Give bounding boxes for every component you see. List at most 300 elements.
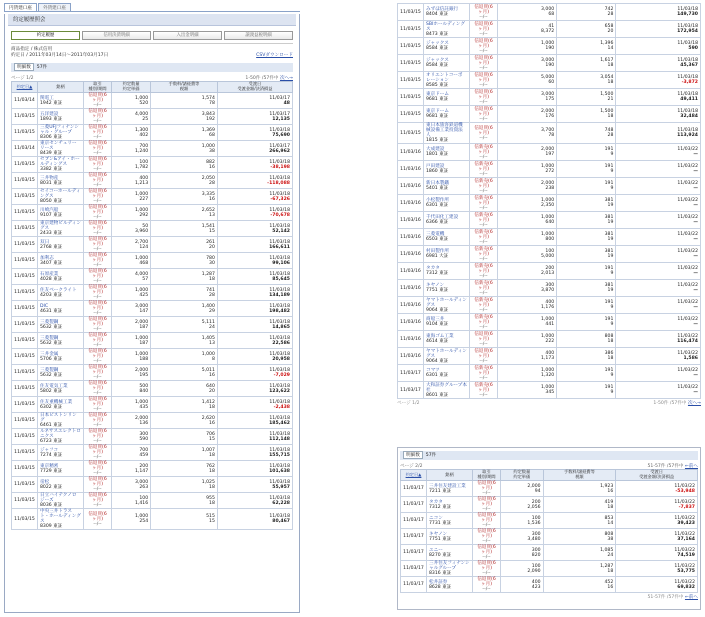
stock-name-link[interactable]: 住友ベークライト — [40, 287, 77, 293]
trade-date: 11/03/15 — [12, 349, 38, 365]
trade-type: 信新売(6ヶ月) — [474, 161, 493, 172]
stock-name-link[interactable]: 村田製作所 — [426, 249, 449, 254]
trade-type: 信返買(6ヶ月) — [88, 125, 107, 135]
stock-code: 8439 東証 — [40, 151, 63, 156]
fee-tax-cell — [543, 513, 616, 529]
stock-code: 4614 東証 — [426, 339, 449, 344]
stock-name-link[interactable]: タカタ — [429, 499, 443, 505]
stock-code: 7731 東証 — [429, 520, 452, 526]
fee-tax-cell — [557, 123, 616, 144]
stock-cell — [38, 237, 84, 253]
trade-date: 11/03/16 — [398, 263, 424, 280]
trade-date: 11/03/15 — [398, 21, 424, 38]
amount: -38,198 — [270, 164, 290, 170]
settle-amount-cell — [217, 285, 292, 301]
table-row — [398, 123, 701, 144]
amount: 116,474 — [677, 339, 698, 344]
stock-code: 8584 東証 — [426, 46, 449, 51]
fee-tax-cell — [151, 157, 218, 173]
trade-term: --/-- — [93, 455, 102, 460]
table-row — [398, 229, 701, 246]
settle-date: 11/03/22 — [677, 317, 698, 322]
stock-cell — [38, 365, 84, 381]
qty-price-cell — [112, 141, 151, 157]
next-page-link[interactable]: 次へ→ — [279, 76, 293, 81]
amount: -118,088 — [267, 180, 290, 186]
table-row — [12, 301, 293, 317]
price: 1,416 — [134, 500, 149, 506]
table-row — [398, 72, 701, 89]
settle-amount-cell — [217, 253, 292, 269]
p2-col-type: 取引 種別/期間 — [473, 470, 501, 481]
trade-type-cell — [84, 173, 112, 189]
qty-price-cell — [112, 285, 151, 301]
price: 254 — [139, 519, 149, 524]
stock-cell — [424, 229, 470, 246]
date-range: 約定日 / 2011年03月14日〜2011年03月17日 — [11, 53, 109, 58]
stock-name-link[interactable]: 日立ハイテクノロジーズ — [40, 493, 77, 503]
stock-name-link[interactable]: オリエントコーポレーション — [426, 72, 463, 83]
stock-code: 3407 東証 — [40, 260, 63, 266]
page2-footer-prev-link[interactable]: ←前へ — [684, 595, 698, 600]
product-filter: 商品指定 / 株式信用 — [11, 47, 53, 52]
fee: 955 — [206, 495, 215, 501]
table-row — [398, 144, 701, 161]
stock-name-link[interactable]: ルネサスエレクトロニクス — [40, 429, 81, 439]
stock-code: 8601 東証 — [426, 392, 449, 398]
trade-date: 11/03/15 — [12, 205, 38, 221]
settle-date: 11/03/18 — [269, 287, 290, 293]
tax: 28 — [607, 133, 614, 138]
stock-code: 8628 東証 — [429, 584, 452, 590]
quantity: 2,000 — [541, 109, 555, 114]
tax: 20 — [209, 388, 215, 394]
trade-type-cell — [84, 413, 112, 429]
qty-price-cell — [498, 263, 557, 280]
cash-inout-button[interactable]: 入出金明細 — [153, 31, 222, 40]
right-next-link[interactable]: 次へ→ — [687, 401, 701, 406]
trade-type: 信返買(6ヶ月) — [88, 237, 107, 247]
stock-name-link[interactable]: キヤノン — [426, 283, 445, 288]
trade-date: 11/03/15 — [12, 189, 38, 205]
table-row — [12, 285, 293, 301]
stock-name-link[interactable]: みずほ信託銀行 — [426, 7, 459, 12]
qty-price-cell — [501, 529, 544, 545]
trade-term: --/-- — [93, 471, 102, 476]
csv-download-link[interactable]: CSVダウンロード — [256, 53, 293, 58]
fee-tax-cell — [557, 178, 616, 195]
margin-settlement-button[interactable]: 信用決済明細 — [82, 31, 151, 40]
trade-term: --/-- — [482, 587, 491, 592]
price: 3,480 — [527, 536, 541, 542]
amount: 22,586 — [272, 340, 290, 346]
tax: 15 — [209, 519, 215, 524]
fee-tax-cell — [151, 493, 218, 509]
stock-name-link[interactable]: 東京精密 — [40, 463, 59, 469]
qty-price-cell — [112, 125, 151, 141]
stock-name-link[interactable]: 松井証券 — [429, 579, 448, 585]
fee-tax-cell — [557, 4, 616, 21]
stock-name-link[interactable]: 三菱電機 — [426, 232, 445, 237]
stock-name-link[interactable]: 三菱製鋼 — [40, 335, 59, 341]
settle-amount-cell — [217, 141, 292, 157]
fee: 261 — [206, 239, 215, 245]
amount: — — [693, 237, 698, 242]
stock-name-link[interactable]: 商船三井 — [426, 317, 445, 322]
stock-name-link[interactable]: ヤマトホールディングス — [426, 297, 467, 308]
trade-term: --/-- — [93, 391, 102, 396]
stock-name-link[interactable]: 東京センチュリーリース — [40, 141, 77, 151]
stock-name-link[interactable]: 三菱製鋼 — [40, 319, 59, 325]
stock-name-link[interactable]: 東海ゴム工業 — [426, 334, 454, 339]
trade-type-cell — [84, 445, 112, 461]
settle-date: 11/03/18 — [677, 75, 698, 80]
table-row — [12, 205, 293, 221]
trade-term: --/-- — [93, 231, 102, 236]
trade-term: --/-- — [479, 290, 488, 296]
stock-name-link[interactable]: ニコン — [429, 515, 443, 521]
stock-code: 9104 東証 — [426, 322, 449, 327]
qty-price-cell — [112, 317, 151, 333]
stock-cell — [427, 545, 473, 561]
price: 2,056 — [527, 504, 541, 510]
trade-term: --/-- — [479, 82, 488, 88]
trade-type-cell — [470, 38, 498, 55]
stock-name-link[interactable]: 新日本製鐵 — [426, 181, 449, 186]
trade-type-cell — [470, 229, 498, 246]
stock-cell — [424, 263, 470, 280]
stock-cell — [38, 301, 84, 317]
quantity: 2,000 — [134, 415, 149, 421]
price: 800 — [545, 237, 555, 242]
settle-amount-cell — [217, 173, 292, 189]
price: 25 — [142, 116, 149, 122]
table-row — [401, 545, 698, 561]
price: 2,013 — [541, 271, 555, 276]
trade-type: 信返買(6ヶ月) — [477, 513, 496, 523]
stock-name-link[interactable]: 中央三井トラスト・ホールディングス — [40, 509, 81, 524]
fee: 419 — [604, 499, 614, 505]
settle-date: 11/03/18 — [269, 367, 290, 373]
table-row — [12, 509, 293, 530]
trade-history-button[interactable]: 約定履歴 — [11, 31, 80, 40]
trade-date: 11/03/17 — [401, 529, 427, 545]
stock-name-link[interactable]: 東京ドーム — [426, 92, 449, 97]
stock-name-link[interactable]: 三井住友建設工業 — [429, 483, 466, 489]
table-row — [12, 317, 293, 333]
trade-type-cell — [470, 123, 498, 144]
settle-date: 11/03/22 — [677, 385, 698, 390]
divider — [11, 43, 293, 44]
price: 175 — [545, 97, 555, 102]
stock-cell — [38, 397, 84, 413]
stock-name-link[interactable]: ジャフコ — [40, 447, 59, 453]
stock-code: 8309 東証 — [40, 524, 63, 529]
trade-type-cell — [470, 280, 498, 297]
qty-price-cell — [501, 497, 544, 513]
stock-name-link[interactable]: 大和証券グループ本社 — [426, 382, 467, 393]
stock-name-link[interactable]: 東日本旅客鉄道機械設備工業投資法人 — [426, 123, 463, 138]
trade-term: --/-- — [93, 263, 102, 268]
trade-type-cell — [473, 561, 501, 577]
settle-amount-cell — [616, 55, 701, 72]
amount: — — [693, 373, 698, 378]
fee-tax-cell — [151, 317, 218, 333]
trade-type: 信返買(6ヶ月) — [88, 285, 107, 295]
qty-price-cell — [498, 331, 557, 348]
stock-name-link[interactable]: セイコーホールディングス — [40, 189, 81, 199]
quantity: 2,000 — [527, 483, 541, 489]
stock-name-link[interactable]: コマツ — [426, 368, 440, 373]
qty-price-cell — [112, 301, 151, 317]
table-row — [12, 429, 293, 445]
amount: -7,029 — [273, 372, 290, 378]
stock-name-link[interactable]: SBIホールディングス — [426, 21, 466, 32]
stock-name-link[interactable]: 帝松 — [40, 479, 50, 485]
quantity: 41 — [548, 24, 555, 29]
trade-type-cell — [470, 21, 498, 38]
stock-cell — [427, 513, 473, 529]
stock-name-link[interactable]: 住友重機械工業 — [40, 399, 73, 405]
price: 188 — [139, 356, 149, 362]
price: 435 — [139, 404, 149, 410]
detail-count-tab[interactable]: 明細数 — [14, 63, 34, 71]
settle-amount-cell — [217, 493, 292, 509]
stock-name-link[interactable]: ジャックス — [426, 41, 449, 46]
stock-name-link[interactable]: 東京ドーム — [426, 109, 449, 114]
trade-date: 11/03/15 — [12, 269, 38, 285]
quantity: 1,000 — [134, 207, 149, 213]
page2-footer — [400, 594, 698, 600]
trade-type-cell — [470, 72, 498, 89]
stock-name-link[interactable]: タカタ — [426, 266, 440, 271]
page-title: 約定履歴照会 — [8, 14, 296, 26]
settle-date: 11/03/18 — [269, 495, 290, 501]
table-row — [398, 263, 701, 280]
table-row — [398, 21, 701, 38]
table-row — [398, 382, 701, 399]
quantity: 4,000 — [134, 271, 149, 277]
stock-name-link[interactable]: 日本ピストンリング — [40, 413, 77, 423]
qty-price-cell — [501, 561, 544, 577]
trade-type: 信新売(6ヶ月) — [474, 229, 493, 240]
stock-code: 2433 東証 — [40, 231, 63, 236]
amount: — — [693, 305, 698, 310]
settle-date: 11/03/18 — [677, 41, 698, 46]
tax: 18 — [607, 504, 614, 510]
table-row — [12, 189, 293, 205]
trade-term: --/-- — [482, 523, 491, 528]
stock-name-link[interactable]: 三井物産 — [40, 175, 59, 181]
tab-yen-account[interactable]: 円貨建口座 — [4, 3, 37, 11]
tax: 15 — [209, 228, 215, 234]
trade-type: 信返買(6ヶ月) — [474, 21, 493, 32]
col-fee-tax: 手数料/諸経費等 税額 — [151, 82, 218, 93]
qty-price-cell — [498, 229, 557, 246]
trade-type-cell — [84, 125, 112, 141]
result-range: 1-50件 /57件中 — [245, 76, 279, 81]
amount: 166,611 — [269, 244, 290, 250]
stock-cell — [424, 212, 470, 229]
stock-name-link[interactable]: 関電工 — [40, 95, 54, 101]
stock-code: 8473 東証 — [426, 31, 449, 37]
trade-term: --/-- — [93, 521, 102, 527]
stock-name-link[interactable]: 三井金属 — [40, 351, 59, 357]
page2-detail-count-tab[interactable]: 明細数 — [403, 451, 423, 459]
stock-code: 1942 東証 — [40, 100, 63, 106]
trade-type-cell — [470, 106, 498, 123]
trade-type: 信新売(6ヶ月) — [474, 382, 493, 393]
amount: 48 — [283, 100, 290, 106]
trade-term: --/-- — [93, 487, 102, 492]
settle-amount-cell — [217, 509, 292, 530]
trade-date: 11/03/15 — [398, 72, 424, 89]
quantity: 300 — [545, 283, 555, 288]
stock-cell — [38, 381, 84, 397]
trade-term: --/-- — [93, 407, 102, 412]
stock-name-link[interactable]: DIC — [40, 303, 49, 309]
stock-name-link[interactable]: 三井住友フィナンシャルグループ — [429, 561, 470, 571]
price: 60 — [548, 80, 555, 85]
stock-cell — [424, 246, 470, 263]
table-row — [12, 141, 293, 157]
tax: 18 — [607, 63, 614, 68]
left-panel — [4, 3, 300, 611]
table-row — [12, 365, 293, 381]
amount: 198,482 — [269, 308, 290, 314]
fee-tax-cell — [151, 125, 218, 141]
trade-term: --/-- — [93, 103, 102, 108]
stock-cell — [424, 195, 470, 212]
fee: 1,000 — [201, 351, 215, 357]
col-settle-amount: 受渡日 受渡金額/決済損益 — [217, 82, 292, 93]
quantity: 3,000 — [541, 92, 555, 97]
stock-code: 5401 東証 — [426, 186, 449, 191]
trade-date: 11/03/15 — [12, 381, 38, 397]
price: 1,782 — [134, 164, 149, 170]
stock-name-link[interactable]: ユニー — [429, 547, 443, 553]
fee: 1,541 — [201, 223, 215, 229]
qty-price-cell — [498, 161, 557, 178]
qty-price-cell — [112, 109, 151, 125]
quantity: 1,000 — [541, 385, 555, 390]
fee-tax-cell — [543, 481, 616, 497]
settle-date: 11/03/18 — [677, 58, 698, 63]
quantity: 200 — [139, 463, 149, 469]
stock-code: 9681 東証 — [426, 97, 449, 102]
stock-name-link[interactable]: 石原産業 — [40, 271, 59, 277]
stock-cell — [38, 125, 84, 141]
stock-name-link[interactable]: 加利志 — [40, 255, 54, 261]
stock-code: 1801 東証 — [426, 152, 449, 157]
stock-name-link[interactable]: 双日 — [40, 239, 50, 245]
fee-tax-cell — [557, 331, 616, 348]
page2-panel — [397, 447, 701, 610]
quantity: 4,000 — [134, 111, 149, 117]
tax: 24 — [209, 324, 215, 330]
settle-amount-cell — [217, 349, 292, 365]
p2-col-date[interactable]: 約定日▲ — [401, 470, 427, 481]
stock-name-link[interactable]: 千代田化工建設 — [426, 215, 459, 220]
tax: 20 — [209, 244, 215, 250]
stock-name-link[interactable]: ヤマトホールディングス — [426, 348, 467, 359]
stock-name-link[interactable]: 小松製作所 — [426, 198, 449, 203]
settle-amount-cell — [217, 205, 292, 221]
stock-name-link[interactable]: セブン&アイ・ホールディングス — [40, 157, 80, 167]
price: 441 — [545, 322, 555, 327]
trade-date: 11/03/17 — [401, 481, 427, 497]
stock-name-link[interactable]: 戸田建設 — [426, 164, 445, 169]
fee-tax-cell — [557, 72, 616, 89]
trade-term: --/-- — [479, 14, 488, 20]
stock-name-link[interactable]: キヤノン — [429, 531, 448, 537]
price: 468 — [139, 260, 149, 266]
table-row — [12, 253, 293, 269]
fee: 808 — [604, 334, 614, 339]
settle-amount-cell — [217, 365, 292, 381]
stock-name-link[interactable]: 大成建設 — [426, 147, 445, 152]
trade-term: --/-- — [479, 358, 488, 364]
quantity: 400 — [545, 300, 555, 305]
fee: 741 — [206, 287, 215, 293]
settle-amount-cell — [616, 497, 698, 513]
quantity: 1,000 — [541, 232, 555, 237]
stock-name-link[interactable]: 住友電気工業 — [40, 383, 68, 389]
settle-amount-cell — [616, 106, 701, 123]
fee-tax-cell — [557, 21, 616, 38]
stock-name-link[interactable]: ジャックス — [426, 58, 449, 63]
stock-cell — [38, 461, 84, 477]
quantity: 1,000 — [134, 287, 149, 293]
fee-tax-cell — [151, 429, 218, 445]
trade-term: --/-- — [93, 151, 102, 156]
trade-type: 信返買(6ヶ月) — [474, 72, 493, 83]
amount: 69,832 — [677, 584, 695, 590]
fee-tax-cell — [151, 189, 218, 205]
stock-name-link[interactable]: 三菱UFJフィナンシャル・グループ — [40, 125, 79, 135]
trade-type: 信新売(6ヶ月) — [474, 297, 493, 308]
col-date[interactable]: 約定日▲ — [12, 82, 38, 93]
tab-foreign-account[interactable]: 外貨建口座 — [38, 3, 71, 11]
settle-amount-cell — [616, 561, 698, 577]
trade-term: --/-- — [93, 423, 102, 428]
capital-gains-button[interactable]: 譲渡益税明細 — [224, 31, 293, 40]
price: 1,213 — [134, 180, 149, 186]
qty-price-cell — [112, 333, 151, 349]
tax: 9 — [610, 186, 614, 191]
stock-code: 9107 東証 — [40, 212, 63, 218]
amount: — — [693, 169, 698, 174]
tax: 16 — [209, 164, 215, 170]
stock-name-link[interactable]: 東京建物ビルディングス — [40, 221, 81, 231]
quantity: 200 — [531, 499, 541, 505]
fee: 882 — [206, 159, 215, 165]
stock-name-link[interactable]: 五洋建設 — [40, 111, 59, 117]
trade-date: 11/03/14 — [12, 93, 38, 109]
stock-cell — [424, 72, 470, 89]
amount: 266,962 — [269, 148, 290, 154]
price: 292 — [139, 212, 149, 218]
trade-type: 信新売(6ヶ月) — [474, 246, 493, 257]
table-row — [398, 365, 701, 382]
trade-type-cell — [84, 429, 112, 445]
amount: 14,865 — [272, 324, 290, 330]
page2-prev-link[interactable]: ←前へ — [684, 464, 698, 469]
stock-name-link[interactable]: 三菱製鋼 — [40, 367, 59, 373]
settle-date: 11/03/22 — [677, 249, 698, 254]
stock-name-link[interactable]: 川崎汽船 — [40, 207, 59, 213]
trade-type: 信返買(6ヶ月) — [88, 413, 107, 423]
